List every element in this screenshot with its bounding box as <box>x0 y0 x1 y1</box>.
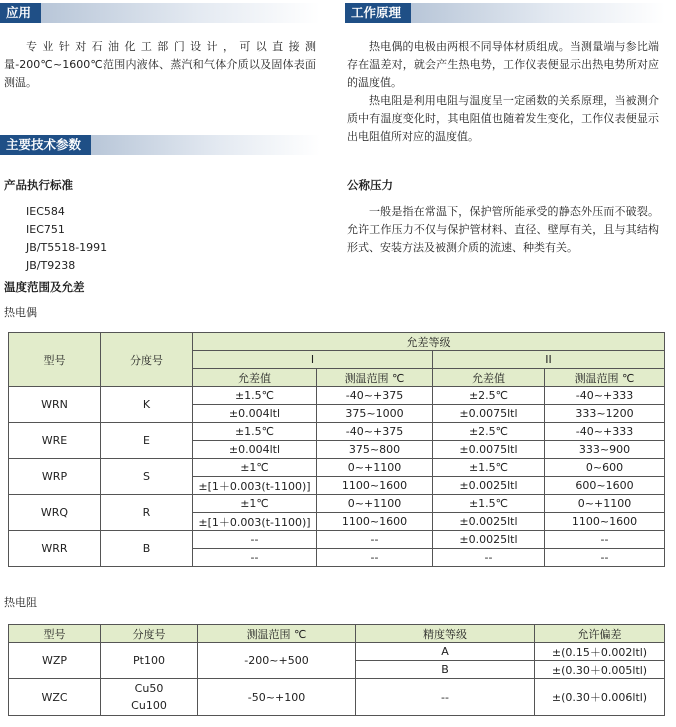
header-fade <box>91 135 320 155</box>
cell: -- <box>193 549 317 567</box>
cell-range: -50~+100 <box>198 679 356 716</box>
table-row <box>9 643 665 661</box>
cell: ±0.0025ltl <box>433 513 545 531</box>
table-header-row <box>9 333 665 351</box>
cell: -- <box>317 531 433 549</box>
header-grade-1: I <box>193 351 433 369</box>
application-text: 专业针对石油化工部门设计，可以直接测量-200℃~1600℃范围内液体、蒸汽和气体介质以及固体表面测温。 <box>4 40 316 89</box>
cell-model: WRP <box>9 459 101 495</box>
thermocouple-label: 热电偶 <box>4 306 37 319</box>
header-division: 分度号 <box>101 625 198 643</box>
cell-division: B <box>101 531 193 567</box>
cell: ±0.0075ltl <box>433 441 545 459</box>
header-accuracy: 精度等级 <box>356 625 535 643</box>
pressure-text: 一般是指在常温下，保护管所能承受的静态外压而不破裂。允许工作压力不仅与保护管材料、直径、壁厚有关，且与其结构形式、安装方法及被测介质的流速、种类有关。 <box>347 205 659 254</box>
header-model: 型号 <box>9 625 101 643</box>
rtd-label: 热电阻 <box>4 596 37 609</box>
cell-division: S <box>101 459 193 495</box>
thermocouple-table <box>8 332 665 567</box>
cell-model: WRE <box>9 423 101 459</box>
pressure-title: 公称压力 <box>347 178 393 192</box>
cell: -40~+333 <box>545 387 665 405</box>
header-grade: 允差等级 <box>193 333 665 351</box>
principle-paragraph-1: 热电偶的电极由两根不同导体材质组成。当测量端与参比端存在温差对，就会产生热电势，工作仪表便显示出热电势所对应的温度值。 <box>347 40 659 89</box>
cell: ±0.0025ltl <box>433 531 545 549</box>
cell-model: WRQ <box>9 495 101 531</box>
cell-model: WRR <box>9 531 101 567</box>
standards-title: 产品执行标准 <box>4 178 73 192</box>
header-range: 测温范围 ℃ <box>317 369 433 387</box>
table-row <box>9 423 665 441</box>
header-fade <box>411 3 665 23</box>
cell-deviation: ±(0.30＋0.005ltl) <box>535 661 665 679</box>
cell-division: K <box>101 387 193 423</box>
cell: ±2.5℃ <box>433 423 545 441</box>
cell: ±1℃ <box>193 459 317 477</box>
section-header-specs <box>0 135 320 155</box>
cell: 1100~1600 <box>317 477 433 495</box>
cell: ±0.004ltl <box>193 405 317 423</box>
header-model: 型号 <box>9 333 101 387</box>
standard-item: IEC751 <box>26 223 65 236</box>
cell: 375~1000 <box>317 405 433 423</box>
cell: ±1.5℃ <box>193 423 317 441</box>
principle-text <box>347 38 659 146</box>
section-header-application <box>0 3 320 23</box>
cell-division: E <box>101 423 193 459</box>
cell: ±2.5℃ <box>433 387 545 405</box>
cell-grade: -- <box>356 679 535 716</box>
cell: -40~+333 <box>545 423 665 441</box>
cell: -40~+375 <box>317 423 433 441</box>
header-range: 测温范围 ℃ <box>198 625 356 643</box>
cell: ±0.004ltl <box>193 441 317 459</box>
header-deviation: 允许偏差 <box>535 625 665 643</box>
table-row <box>9 679 665 716</box>
cell-grade: B <box>356 661 535 679</box>
temp-range-title: 温度范围及允差 <box>4 280 85 294</box>
standard-item: JB/T5518-1991 <box>26 241 108 254</box>
cell: -- <box>433 549 545 567</box>
rtd-table <box>8 624 665 716</box>
section-title-application: 应用 <box>0 3 41 23</box>
cell: ±[1＋0.003(t-1100)] <box>193 513 317 531</box>
cell: ±0.0025ltl <box>433 477 545 495</box>
header-range: 测温范围 ℃ <box>545 369 665 387</box>
table-row <box>9 531 665 549</box>
table-row <box>9 459 665 477</box>
cell-division <box>101 679 198 716</box>
cell: ±1℃ <box>193 495 317 513</box>
cell-model: WZC <box>9 679 101 716</box>
cell-range: -200~+500 <box>198 643 356 679</box>
table-header-row <box>9 625 665 643</box>
header-grade-2: II <box>433 351 665 369</box>
cell-model: WZP <box>9 643 101 679</box>
cell: ±1.5℃ <box>193 387 317 405</box>
cell: -40~+375 <box>317 387 433 405</box>
section-title-principle: 工作原理 <box>345 3 411 23</box>
table-row <box>9 495 665 513</box>
cell-model: WRN <box>9 387 101 423</box>
cell: 1100~1600 <box>545 513 665 531</box>
cell: ±0.0075ltl <box>433 405 545 423</box>
principle-paragraph-2: 热电阻是利用电阻与温度呈一定函数的关系原理，当被测介质中有温度变化时，其电阻值也随着发生变化，工作仪表便显示出电阻值所对应的温度值。 <box>347 94 659 143</box>
cell: 333~1200 <box>545 405 665 423</box>
cell: -- <box>193 531 317 549</box>
header-tolerance: 允差值 <box>193 369 317 387</box>
cell: 0~+1100 <box>317 495 433 513</box>
cell-deviation: ±(0.30＋0.006ltl) <box>535 679 665 716</box>
cell-division: Pt100 <box>101 643 198 679</box>
division-value: Cu50 <box>134 682 164 695</box>
header-tolerance: 允差值 <box>433 369 545 387</box>
header-fade <box>41 3 320 23</box>
table-row <box>9 387 665 405</box>
cell: ±1.5℃ <box>433 459 545 477</box>
cell: -- <box>545 531 665 549</box>
cell: 600~1600 <box>545 477 665 495</box>
cell-grade: A <box>356 643 535 661</box>
section-title-specs: 主要技术参数 <box>0 135 91 155</box>
cell: 0~+1100 <box>545 495 665 513</box>
cell: 0~+1100 <box>317 459 433 477</box>
cell: -- <box>317 549 433 567</box>
division-value: Cu100 <box>131 699 167 712</box>
cell: ±[1＋0.003(t-1100)] <box>193 477 317 495</box>
cell: -- <box>545 549 665 567</box>
header-division: 分度号 <box>101 333 193 387</box>
cell: ±1.5℃ <box>433 495 545 513</box>
cell: 375~800 <box>317 441 433 459</box>
cell-deviation: ±(0.15＋0.002ltl) <box>535 643 665 661</box>
cell: 0~600 <box>545 459 665 477</box>
standard-item: JB/T9238 <box>26 259 76 272</box>
cell-division: R <box>101 495 193 531</box>
standard-item: IEC584 <box>26 205 65 218</box>
cell: 1100~1600 <box>317 513 433 531</box>
standards-list <box>26 203 107 275</box>
cell: 333~900 <box>545 441 665 459</box>
section-header-principle <box>345 3 665 23</box>
